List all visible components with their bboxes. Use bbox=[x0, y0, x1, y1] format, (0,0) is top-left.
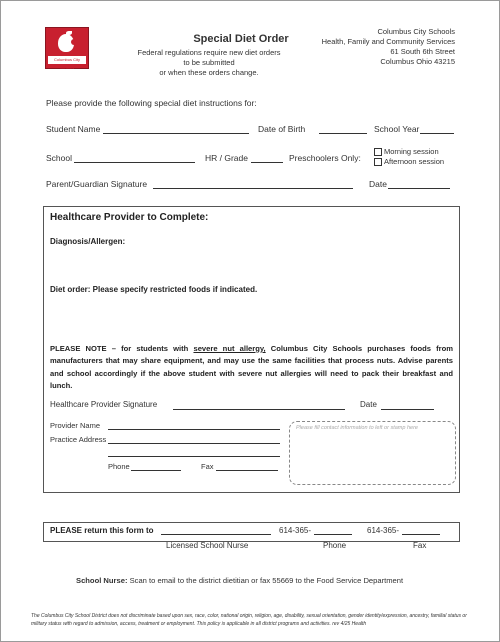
morning-session-label: Morning session bbox=[384, 147, 439, 156]
morning-session-checkbox[interactable] bbox=[374, 148, 382, 156]
practice-address-field-2[interactable] bbox=[108, 456, 280, 457]
diet-order-label: Diet order: Please specify restricted foods if indicated. bbox=[50, 285, 258, 294]
parent-date-label: Date bbox=[369, 179, 387, 189]
form-title: Special Diet Order bbox=[193, 33, 289, 45]
provider-heading: Healthcare Provider to Complete: bbox=[50, 212, 209, 223]
return-fax-prefix: 614-365- bbox=[367, 526, 400, 535]
phone-caption: Phone bbox=[323, 541, 347, 550]
dob-label: Date of Birth bbox=[258, 124, 306, 134]
address-line-2: Health, Family and Community Services bbox=[321, 37, 455, 46]
return-fax-field[interactable] bbox=[402, 534, 440, 535]
provider-phone-field[interactable] bbox=[131, 470, 181, 471]
provider-name-field[interactable] bbox=[108, 429, 280, 430]
nondiscrimination-footer: The Columbus City School District does not discriminate based upon sex, race, color, national origin, religion, age, disability, sexual orientation, gender identity/expression, ancestry, familial status or military status with regard to admission, access, treatment or employment. This policy is applicable in all district programs and activities. rev 4/25 Health bbox=[31, 613, 467, 627]
hr-grade-field[interactable] bbox=[251, 162, 283, 163]
return-phone-prefix: 614-365- bbox=[279, 526, 312, 535]
hr-grade-label: HR / Grade bbox=[205, 153, 248, 163]
provider-name-label: Provider Name bbox=[50, 421, 101, 430]
preschoolers-label: Preschoolers Only: bbox=[289, 153, 361, 163]
subtitle-line-3: or when these orders change. bbox=[159, 68, 259, 77]
parent-signature-field[interactable] bbox=[153, 188, 353, 189]
practice-address-field-1[interactable] bbox=[108, 443, 280, 444]
provider-fax-field[interactable] bbox=[216, 470, 278, 471]
return-label: PLEASE return this form to bbox=[50, 526, 154, 535]
provider-date-label: Date bbox=[360, 400, 377, 409]
student-name-field[interactable] bbox=[103, 133, 249, 134]
stamp-area[interactable] bbox=[289, 421, 456, 485]
subtitle-line-2: to be submitted bbox=[183, 58, 235, 67]
afternoon-session-label: Afternoon session bbox=[384, 157, 445, 166]
provider-signature-label: Healthcare Provider Signature bbox=[50, 400, 158, 409]
nut-allergy-note: PLEASE NOTE – for students with severe nut allergy, Columbus City Schools purchases foods from manufacturers that may share equipment, and may use the same facilities that process nuts. Advise parents and school accordingly if the above student with severe nut allergies will need to pack their breakfast and lunch. bbox=[50, 344, 453, 391]
address-line-1: Columbus City Schools bbox=[377, 27, 455, 36]
intro-text: Please provide the following special diet instructions for: bbox=[46, 98, 257, 108]
afternoon-session-checkbox[interactable] bbox=[374, 158, 382, 166]
parent-date-field[interactable] bbox=[388, 188, 450, 189]
parent-signature-label: Parent/Guardian Signature bbox=[46, 179, 148, 189]
stamp-hint: Please fill contact information to left or stamp here bbox=[296, 425, 418, 431]
provider-signature-field[interactable] bbox=[173, 409, 345, 410]
nurse-caption: Licensed School Nurse bbox=[166, 541, 249, 550]
return-phone-field[interactable] bbox=[314, 534, 352, 535]
provider-date-field[interactable] bbox=[381, 409, 434, 410]
school-nurse-instruction: School Nurse: Scan to email to the district dietitian or fax 55669 to the Food Service Department bbox=[76, 576, 404, 585]
subtitle-line-1: Federal regulations require new diet orders bbox=[137, 48, 281, 57]
district-logo bbox=[45, 27, 89, 69]
school-nurse-field[interactable] bbox=[161, 534, 271, 535]
dob-field[interactable] bbox=[319, 133, 367, 134]
student-name-label: Student Name bbox=[46, 124, 101, 134]
school-label: School bbox=[46, 153, 72, 163]
leaf-icon bbox=[66, 31, 72, 35]
school-year-field[interactable] bbox=[420, 133, 454, 134]
diagnosis-label: Diagnosis/Allergen: bbox=[50, 237, 126, 246]
fax-label: Fax bbox=[201, 462, 214, 471]
practice-address-label: Practice Address bbox=[50, 435, 107, 444]
address-line-4: Columbus Ohio 43215 bbox=[380, 57, 455, 66]
phone-label: Phone bbox=[108, 462, 130, 471]
school-year-label: School Year bbox=[374, 124, 420, 134]
logo-text: Columbus City Schools bbox=[48, 56, 86, 64]
school-field[interactable] bbox=[74, 162, 195, 163]
address-line-3: 61 South 6th Street bbox=[390, 47, 455, 56]
fax-caption: Fax bbox=[413, 541, 427, 550]
